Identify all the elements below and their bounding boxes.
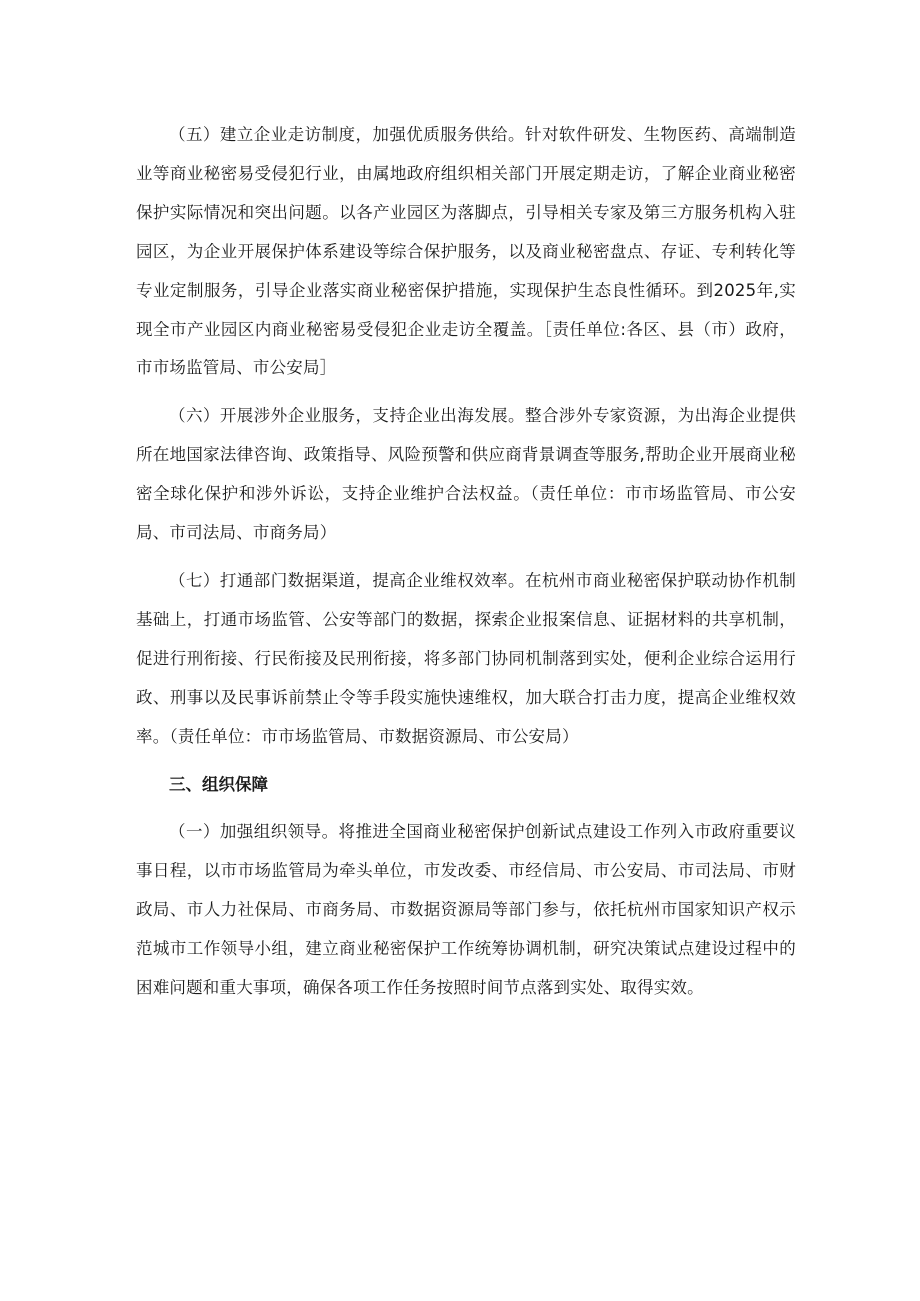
paragraph-7: （七）打通部门数据渠道，提高企业维权效率。在杭州市商业秘密保护联动协作机制基础上，打通市场监管、公安等部门的数据，探索企业报案信息、证据材料的共享机制，促进行刑衔接、行民衔接及民刑衔接，将多部门协同机制落到实处，便利企业综合运用行政、刑事以及民事诉前禁止令等手段实施快速维权，加大联合打击力度，提高企业维权效率。（责任单位：市市场监管局、市数据资源局、市公安局）	[136, 570, 796, 746]
paragraph-6: （六）开展涉外企业服务，支持企业出海发展。整合涉外专家资源，为出海企业提供所在地国家法律咨询、政策指导、风险预警和供应商背景调查等服务,帮助企业开展商业秘密全球化保护和涉外诉讼，支持企业维护合法权益。（责任单位：市市场监管局、市公安局、市司法局、市商务局）	[136, 406, 796, 543]
document-body	[136, 116, 796, 1017]
paragraph-5: （五）建立企业走访制度，加强优质服务供给。针对软件研发、生物医药、高端制造业等商业秘密易受侵犯行业，由属地政府组织相关部门开展定期走访，了解企业商业秘密保护实际情况和突出问题。以各产业园区为落脚点，引导相关专家及第三方服务机构入驻园区，为企业开展保护体系建设等综合保护服务，以及商业秘密盘点、存证、专利转化等专业定制服务，引导企业落实商业秘密保护措施，实现保护生态良性循环。到2025年,实现全市产业园区内商业秘密易受侵犯企业走访全覆盖。［责任单位:各区、县（市）政府，市市场监管局、市公安局］	[136, 125, 796, 378]
paragraph-organization: （一）加强组织领导。将推进全国商业秘密保护创新试点建设工作列入市政府重要议事日程，以市市场监管局为牵头单位，市发改委、市经信局、市公安局、市司法局、市财政局、市人力社保局、市商务局、市数据资源局等部门参与，依托杭州市国家知识产权示范城市工作领导小组，建立商业秘密保护工作统筹协调机制，研究决策试点建设过程中的困难问题和重大事项，确保各项工作任务按照时间节点落到实处、取得实效。	[136, 822, 796, 998]
section-heading: 三、组织保障	[169, 774, 268, 794]
